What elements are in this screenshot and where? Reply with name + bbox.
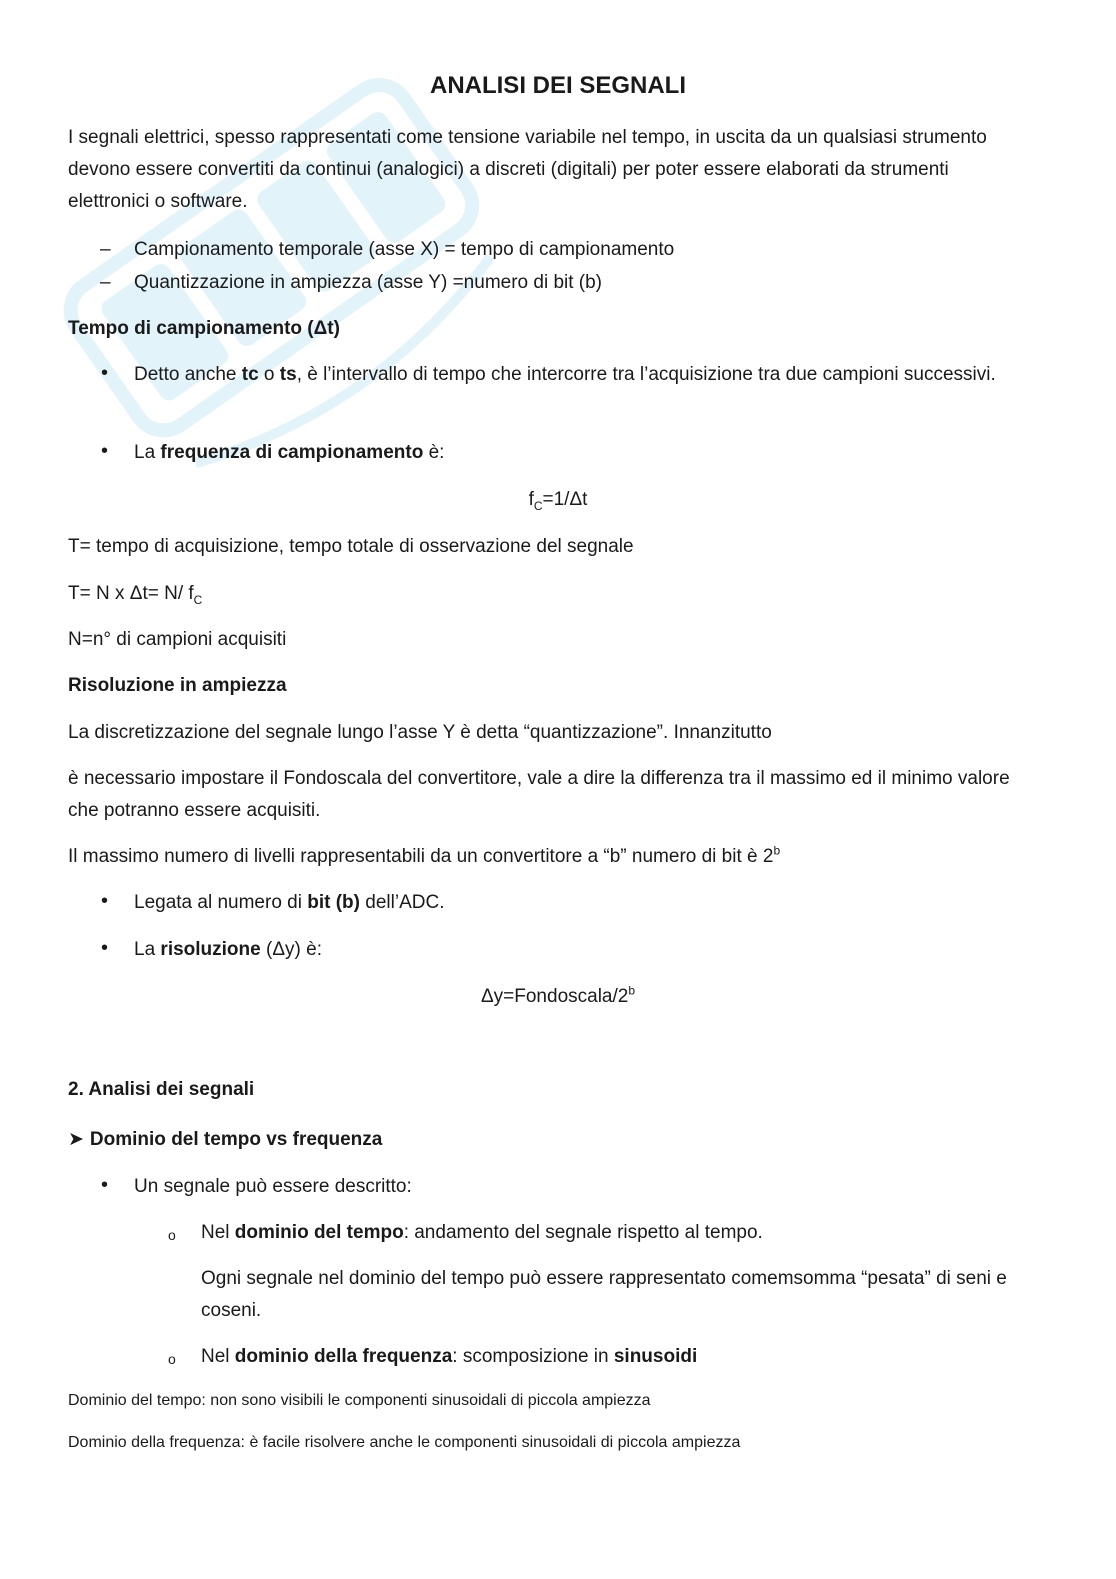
frequency-domain-note: Dominio della frequenza: è facile risolvere anche le componenti sinusoidali di piccola ampiezza [68,1434,741,1451]
dash-marker: – [100,272,111,293]
dash-item-text: Campionamento temporale (asse X) = tempo di campionamento [134,239,675,260]
analysis-subheading: ➤ Dominio del tempo vs frequenza [68,1124,382,1156]
time-domain-continuation: Ogni segnale nel dominio del tempo può essere rappresentato comemsomma “pesata” di seni e coseni. [201,1268,1007,1321]
sampling-heading: Tempo di campionamento (Δt) [68,318,340,339]
bullet-text: Detto anche tc o ts, è l’intervallo di tempo che intercorre tra l’acquisizione tra due campioni successivi. [134,364,996,385]
dash-item-text: Quantizzazione in ampiezza (asse Y) =numero di bit (b) [134,272,603,293]
bullet-text: La risoluzione (Δy) è: [134,939,322,960]
time-domain-note: Dominio del tempo: non sono visibili le componenti sinusoidali di piccola ampiezza [68,1392,651,1409]
bullet-text: Legata al numero di bit (b) dell’ADC. [134,892,445,913]
bullet-marker: • [101,1174,109,1196]
circle-item-text: Nel dominio della frequenza: scomposizione in sinusoidi [201,1346,698,1367]
bullet-marker: • [101,362,109,384]
resolution-paragraph-1: La discretizzazione del segnale lungo l’asse Y è detta “quantizzazione”. Innanzitutto [68,722,772,743]
analysis-heading: 2. Analisi dei segnali [68,1079,255,1100]
resolution-formula: $\Delta y=Fondoscala/2^b$ [480,983,636,1007]
dash-marker: – [100,239,111,260]
document-title: ANALISI DEI SEGNALI [429,72,687,99]
bullet-marker: • [101,440,109,462]
arrow-icon: ➤ [68,1129,84,1150]
circle-marker: o [168,1227,176,1243]
acquisition-time-formula: T= N x Δt= N/ $f_C$ [68,583,203,607]
intro-paragraph: I segnali elettrici, spesso rappresentati come tensione variabile nel tempo, in uscita da un qualsiasi strumento devono essere convertiti da continui (analogici) a discreti (digitali) per poter essere elaborati da strumenti elettronici o software. [68,127,987,212]
resolution-paragraph-3: Il massimo numero di livelli rappresentabili da un convertitore a “b” numero di bit è 2$^b$ [68,843,781,867]
samples-count-line: N=n° di campioni acquisiti [68,629,287,650]
circle-item-text: Nel dominio del tempo: andamento del segnale rispetto al tempo. [201,1222,763,1243]
sampling-frequency-formula: $f_C=1/\Delta t$ [528,489,588,513]
resolution-paragraph-2: è necessario impostare il Fondoscala del convertitore, vale a dire la differenza tra il massimo ed il minimo valore che potranno essere acquisiti. [68,768,1010,821]
bullet-text: Un segnale può essere descritto: [134,1176,412,1197]
circle-marker: o [168,1351,176,1367]
bullet-text: La frequenza di campionamento è: [134,442,445,463]
bullet-marker: • [101,937,109,959]
acquisition-time-line: T= tempo di acquisizione, tempo totale di osservazione del segnale [68,536,634,557]
resolution-heading: Risoluzione in ampiezza [68,675,287,696]
bullet-marker: • [101,890,109,912]
